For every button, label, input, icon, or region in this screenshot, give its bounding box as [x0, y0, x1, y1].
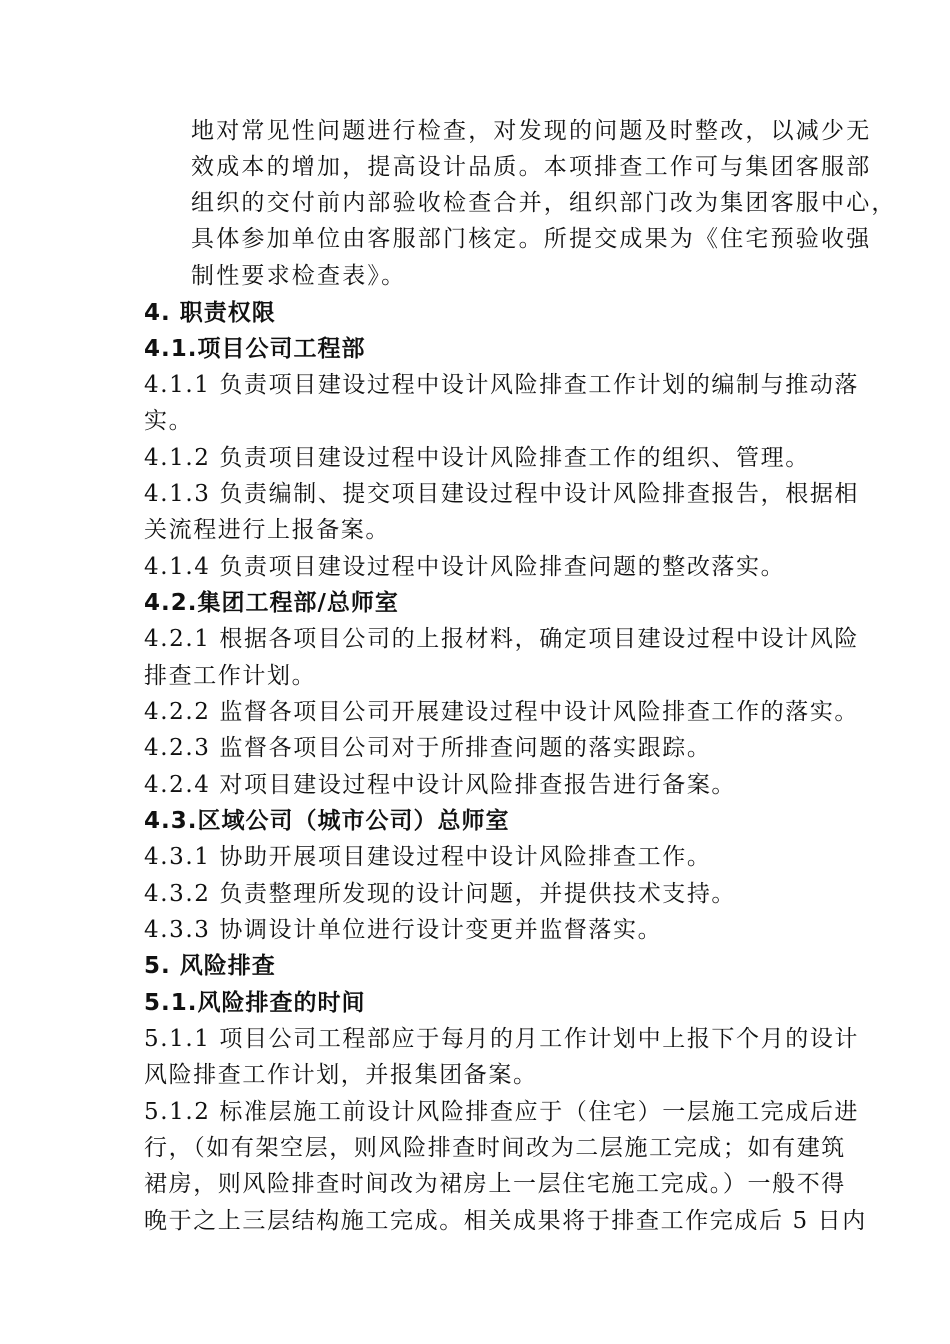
- clause-line: 排查工作计划。: [144, 663, 317, 689]
- clause-line: 晚于之上三层结构施工完成。相关成果将于排查工作完成后 5 日内: [144, 1208, 867, 1234]
- clause-line: 4.1.3 负责编制、提交项目建设过程中设计风险排查报告，根据相: [144, 481, 860, 507]
- clause-line: 行，（如有架空层，则风险排查时间改为二层施工完成；如有建筑: [144, 1135, 846, 1161]
- clause-line: 4.2.1 根据各项目公司的上报材料，确定项目建设过程中设计风险: [144, 626, 860, 652]
- clause-line: 风险排查工作计划，并报集团备案。: [144, 1062, 538, 1088]
- paragraph-line: 具体参加单位由客服部门核定。所提交成果为《住宅预验收强: [191, 226, 872, 252]
- paragraph-line: 效成本的增加，提高设计品质。本项排查工作可与集团客服部: [191, 154, 872, 180]
- clause-line: 4.3.3 协调设计单位进行设计变更并监督落实。: [144, 917, 663, 943]
- clause-line: 4.2.2 监督各项目公司开展建设过程中设计风险排查工作的落实。: [144, 699, 860, 725]
- clause-line: 4.2.3 监督各项目公司对于所排查问题的落实跟踪。: [144, 735, 712, 761]
- paragraph-line: 组织的交付前内部验收检查合并，组织部门改为集团客服中心，: [191, 190, 897, 216]
- clause-line: 4.3.1 协助开展项目建设过程中设计风险排查工作。: [144, 844, 712, 870]
- paragraph-line: 地对常见性问题进行检查，对发现的问题及时整改，以减少无: [191, 118, 872, 144]
- subsection-heading: 4.3.区域公司（城市公司）总师室: [144, 808, 510, 834]
- clause-line: 5.1.2 标准层施工前设计风险排查应于（住宅）一层施工完成后进: [144, 1099, 860, 1125]
- clause-line: 4.1.1 负责项目建设过程中设计风险排查工作计划的编制与推动落: [144, 372, 860, 398]
- clause-line: 4.2.4 对项目建设过程中设计风险排查报告进行备案。: [144, 772, 737, 798]
- clause-line: 实。: [144, 408, 194, 434]
- subsection-heading: 4.1.项目公司工程部: [144, 336, 366, 362]
- clause-line: 关流程进行上报备案。: [144, 517, 390, 543]
- clause-line: 4.1.4 负责项目建设过程中设计风险排查问题的整改落实。: [144, 554, 786, 580]
- subsection-heading: 5.1.风险排查的时间: [144, 990, 366, 1016]
- clause-line: 5.1.1 项目公司工程部应于每月的月工作计划中上报下个月的设计: [144, 1026, 860, 1052]
- section-heading: 4. 职责权限: [144, 300, 276, 326]
- section-heading: 5. 风险排查: [144, 953, 276, 979]
- clause-line: 裙房，则风险排查时间改为裙房上一层住宅施工完成。）一般不得: [144, 1171, 846, 1197]
- subsection-heading: 4.2.集团工程部/总师室: [144, 590, 399, 616]
- clause-line: 4.1.2 负责项目建设过程中设计风险排查工作的组织、管理。: [144, 445, 810, 471]
- paragraph-line: 制性要求检查表》。: [191, 263, 407, 289]
- clause-line: 4.3.2 负责整理所发现的设计问题，并提供技术支持。: [144, 881, 737, 907]
